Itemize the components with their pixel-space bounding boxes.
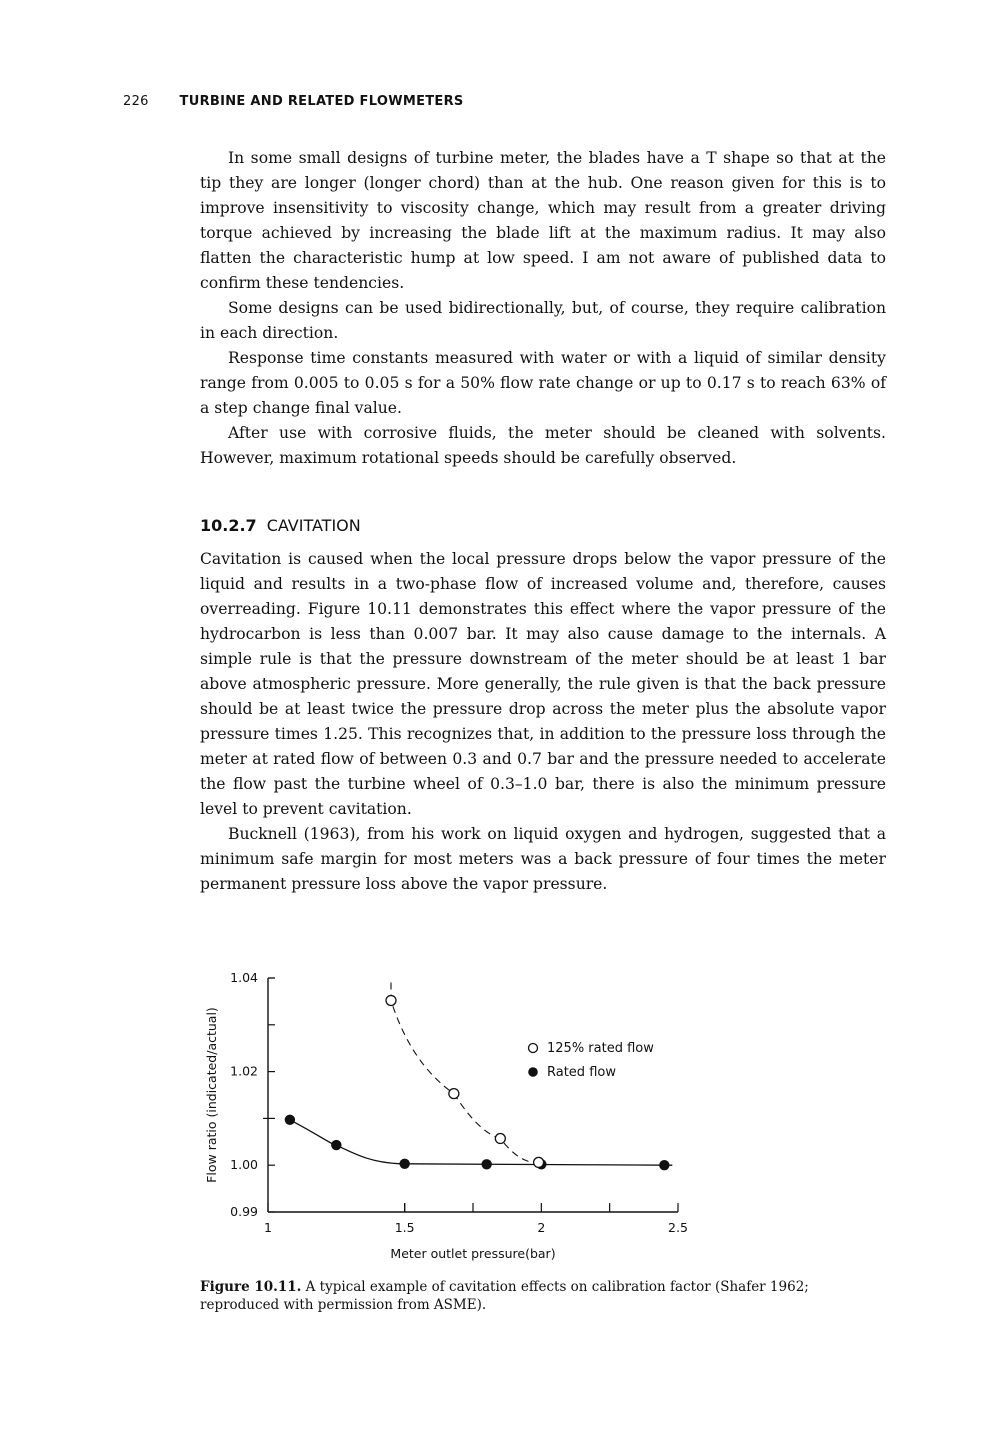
paragraph: In some small designs of turbine meter, the blades have a T shape so that at the tip they are longer (longer chord) than at the hub. One reason given for this is to improve insensitivity to viscosity change, which may result from a greater driving torque achieved by increasing the blade lift at the maximum radius. It may also flatten the characteristic hump at low speed. I am not aware of published data to confirm these tendencies. <box>200 149 886 292</box>
page-number: 226 <box>123 94 149 109</box>
cavitation-chart <box>190 960 710 1270</box>
y-tick-label: 0.99 <box>230 1204 258 1219</box>
rated-flow-point <box>481 1159 491 1169</box>
x-axis-label: Meter outlet pressure(bar) <box>390 1246 556 1261</box>
y-tick-label: 1.04 <box>230 970 258 985</box>
paragraph: Some designs can be used bidirectionally, but, of course, they require calibration in each direction. <box>200 299 886 342</box>
running-head <box>123 94 464 109</box>
paragraph: Bucknell (1963), from his work on liquid oxygen and hydrogen, suggested that a minimum safe margin for most meters was a back pressure of four times the meter permanent pressure loss above the vapor pressure. <box>200 825 886 893</box>
over-rated-flow-point <box>449 1089 459 1099</box>
y-axis-label: Flow ratio (indicated/actual) <box>204 1007 219 1183</box>
legend-open-marker <box>529 1044 538 1053</box>
over-rated-flow-point <box>495 1134 505 1144</box>
y-tick-label: 1.02 <box>230 1063 258 1079</box>
x-tick-label: 1 <box>264 1220 272 1235</box>
rated-flow-curve <box>290 1120 672 1165</box>
rated-flow-point <box>331 1140 341 1150</box>
section-heading <box>200 516 361 535</box>
x-tick-label: 1.5 <box>394 1220 415 1235</box>
body-text-top <box>200 146 886 471</box>
section-title: CAVITATION <box>266 516 361 535</box>
caption-text: A typical example of cavitation effects on calibration factor (Shafer 1962; reproduced with permission from ASME). <box>200 1279 809 1313</box>
legend-label-rated: Rated flow <box>547 1065 616 1080</box>
rated-flow-point <box>285 1115 295 1125</box>
paragraph: Cavitation is caused when the local pressure drops below the vapor pressure of the liquid and results in a two-phase flow of increased volume and, therefore, causes overreading. Figure 10.11 demonstrates this effect where the vapor pressure of the hydrocarbon is less than 0.007 bar. It may also cause damage to the internals. A simple rule is that the pressure downstream of the meter should be at least 1 bar above atmospheric pressure. More generally, the rule given is that the back pressure should be at least twice the pressure drop across the meter plus the absolute vapor pressure times 1.25. This recognizes that, in addition to the pressure loss through the meter at rated flow of between 0.3 and 0.7 bar and the pressure needed to accelerate the flow past the turbine wheel of 0.3–1.0 bar, there is also the minimum pressure level to prevent cavitation. <box>200 550 886 818</box>
over-rated-flow-point <box>386 995 396 1005</box>
caption-label: Figure 10.11. <box>200 1279 302 1295</box>
section-number: 10.2.7 <box>200 516 257 535</box>
running-title: TURBINE AND RELATED FLOWMETERS <box>179 94 464 109</box>
paragraph: After use with corrosive fluids, the meter should be cleaned with solvents. However, maximum rotational speeds should be carefully observed. <box>200 424 886 467</box>
y-tick-label: 1.00 <box>230 1157 258 1173</box>
rated-flow-point <box>659 1160 669 1170</box>
over-rated-flow-point <box>534 1157 544 1167</box>
figure-caption <box>200 1278 820 1314</box>
x-tick-label: 2.5 <box>668 1220 688 1235</box>
paragraph: Response time constants measured with water or with a liquid of similar density range from 0.005 to 0.05 s for a 50% flow rate change or up to 0.17 s to reach 63% of a step change final value. <box>200 349 886 417</box>
rated-flow-point <box>399 1159 409 1169</box>
x-tick-label: 2 <box>537 1220 546 1235</box>
over-rated-flow-curve <box>391 982 539 1162</box>
body-text-section <box>200 547 886 897</box>
legend-filled-marker <box>528 1067 538 1077</box>
legend-label-125: 125% rated flow <box>547 1041 654 1056</box>
